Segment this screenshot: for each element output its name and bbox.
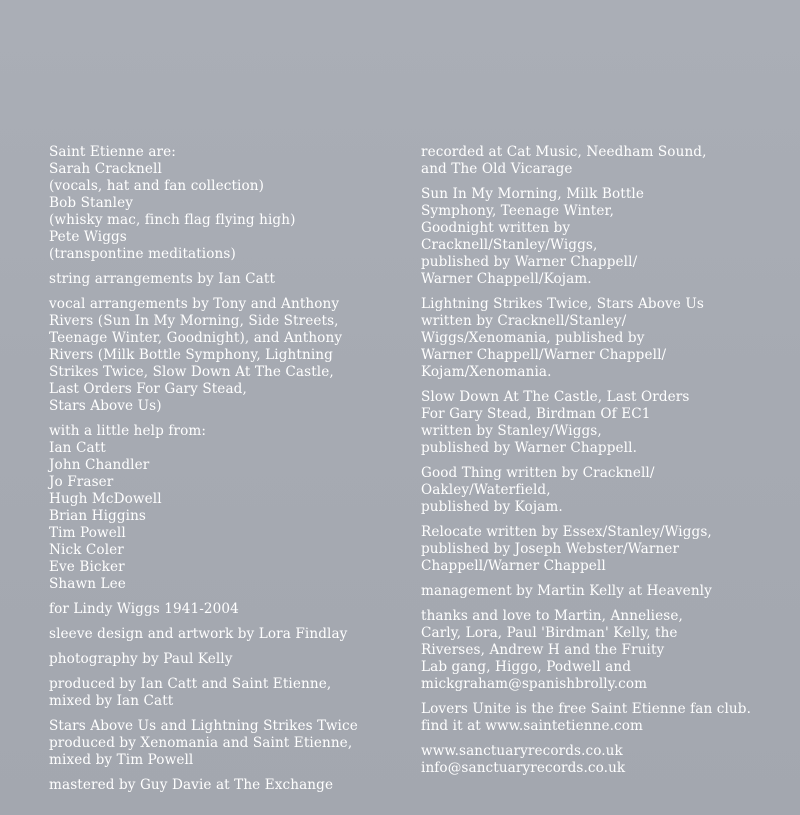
credit-block bbox=[421, 743, 761, 777]
credit-line: published by Joseph Webster/Warner bbox=[421, 541, 680, 557]
credit-line: Last Orders For Gary Stead, bbox=[49, 381, 247, 397]
credit-line: Rivers (Milk Bottle Symphony, Lightning bbox=[49, 347, 333, 363]
credit-line: Symphony, Teenage Winter, bbox=[421, 203, 614, 219]
credit-block bbox=[421, 186, 761, 288]
credit-block bbox=[49, 271, 399, 288]
credit-line: For Gary Stead, Birdman Of EC1 bbox=[421, 406, 651, 422]
credit-line: and The Old Vicarage bbox=[421, 161, 573, 177]
credit-line: Pete Wiggs bbox=[49, 229, 127, 245]
credit-block bbox=[49, 423, 399, 593]
credit-line: for Lindy Wiggs 1941-2004 bbox=[49, 601, 239, 617]
credit-line: Saint Etienne are: bbox=[49, 144, 176, 160]
credit-line: written by Cracknell/Stanley/ bbox=[421, 313, 627, 329]
credit-line: Lightning Strikes Twice, Stars Above Us bbox=[421, 296, 704, 312]
credit-line: string arrangements by Ian Catt bbox=[49, 271, 276, 287]
credit-line: Strikes Twice, Slow Down At The Castle, bbox=[49, 364, 334, 380]
credit-line: Nick Coler bbox=[49, 542, 124, 558]
credit-line: Shawn Lee bbox=[49, 576, 126, 592]
credit-line: published by Warner Chappell. bbox=[421, 440, 637, 456]
credit-line: Warner Chappell/Warner Chappell/ bbox=[421, 347, 667, 363]
credit-block bbox=[421, 608, 761, 693]
credit-line: Hugh McDowell bbox=[49, 491, 162, 507]
credit-line: find it at www.saintetienne.com bbox=[421, 718, 643, 734]
credit-line: Slow Down At The Castle, Last Orders bbox=[421, 389, 690, 405]
credit-block bbox=[49, 718, 399, 769]
credit-line: mixed by Ian Catt bbox=[49, 693, 174, 709]
credit-line: Ian Catt bbox=[49, 440, 106, 456]
right-credits-column bbox=[421, 144, 761, 785]
credit-line: Bob Stanley bbox=[49, 195, 134, 211]
credit-line: Stars Above Us and Lightning Strikes Twice bbox=[49, 718, 358, 734]
credit-line: produced by Ian Catt and Saint Etienne, bbox=[49, 676, 332, 692]
credit-line: Lovers Unite is the free Saint Etienne fan club. bbox=[421, 701, 751, 717]
credit-line: John Chandler bbox=[49, 457, 150, 473]
credit-block bbox=[421, 296, 761, 381]
credit-line: photography by Paul Kelly bbox=[49, 651, 233, 667]
credit-line: Chappell/Warner Chappell bbox=[421, 558, 606, 574]
credit-line: Kojam/Xenomania. bbox=[421, 364, 552, 380]
credit-line: (transpontine meditations) bbox=[49, 246, 236, 262]
credit-block bbox=[421, 701, 761, 735]
credit-line: Lab gang, Higgo, Podwell and bbox=[421, 659, 632, 675]
credit-line: Teenage Winter, Goodnight), and Anthony bbox=[49, 330, 343, 346]
credit-line: Oakley/Waterfield, bbox=[421, 482, 551, 498]
credit-block bbox=[421, 389, 761, 457]
credit-block bbox=[49, 651, 399, 668]
credit-line: published by Warner Chappell/ bbox=[421, 254, 638, 270]
credit-line: Good Thing written by Cracknell/ bbox=[421, 465, 655, 481]
credit-block bbox=[49, 676, 399, 710]
credit-block bbox=[49, 777, 399, 794]
credit-block bbox=[49, 601, 399, 618]
credit-line: (whisky mac, finch flag flying high) bbox=[49, 212, 296, 228]
credit-block bbox=[49, 144, 399, 263]
credit-line: mickgraham@spanishbrolly.com bbox=[421, 676, 648, 692]
credit-line: Brian Higgins bbox=[49, 508, 147, 524]
credit-block bbox=[49, 626, 399, 643]
credit-block bbox=[421, 465, 761, 516]
credit-line: Cracknell/Stanley/Wiggs, bbox=[421, 237, 598, 253]
credit-line: Eve Bicker bbox=[49, 559, 125, 575]
credit-line: management by Martin Kelly at Heavenly bbox=[421, 583, 712, 599]
credit-line: with a little help from: bbox=[49, 423, 207, 439]
credit-line: recorded at Cat Music, Needham Sound, bbox=[421, 144, 707, 160]
credit-line: thanks and love to Martin, Anneliese, bbox=[421, 608, 683, 624]
credit-block bbox=[421, 524, 761, 575]
credit-line: www.sanctuaryrecords.co.uk bbox=[421, 743, 623, 759]
left-credits-column bbox=[49, 144, 399, 802]
credit-line: Goodnight written by bbox=[421, 220, 571, 236]
credit-block bbox=[49, 296, 399, 415]
credit-line: Rivers (Sun In My Morning, Side Streets, bbox=[49, 313, 339, 329]
credit-line: Jo Fraser bbox=[49, 474, 114, 490]
credit-line: published by Kojam. bbox=[421, 499, 563, 515]
credit-line: Riverses, Andrew H and the Fruity bbox=[421, 642, 665, 658]
credit-line: Sun In My Morning, Milk Bottle bbox=[421, 186, 644, 202]
credit-line: mixed by Tim Powell bbox=[49, 752, 194, 768]
credit-line: Sarah Cracknell bbox=[49, 161, 162, 177]
credit-block bbox=[421, 583, 761, 600]
credit-line: vocal arrangements by Tony and Anthony bbox=[49, 296, 340, 312]
credit-line: mastered by Guy Davie at The Exchange bbox=[49, 777, 334, 793]
credit-line: (vocals, hat and fan collection) bbox=[49, 178, 264, 194]
credit-line: produced by Xenomania and Saint Etienne, bbox=[49, 735, 353, 751]
credit-block bbox=[421, 144, 761, 178]
credit-line: info@sanctuaryrecords.co.uk bbox=[421, 760, 626, 776]
credit-line: Warner Chappell/Kojam. bbox=[421, 271, 592, 287]
credit-line: Wiggs/Xenomania, published by bbox=[421, 330, 645, 346]
credit-line: sleeve design and artwork by Lora Findlay bbox=[49, 626, 348, 642]
credit-line: Stars Above Us) bbox=[49, 398, 162, 414]
credit-line: Carly, Lora, Paul 'Birdman' Kelly, the bbox=[421, 625, 678, 641]
credit-line: Relocate written by Essex/Stanley/Wiggs, bbox=[421, 524, 712, 540]
credit-line: Tim Powell bbox=[49, 525, 126, 541]
credit-line: written by Stanley/Wiggs, bbox=[421, 423, 602, 439]
